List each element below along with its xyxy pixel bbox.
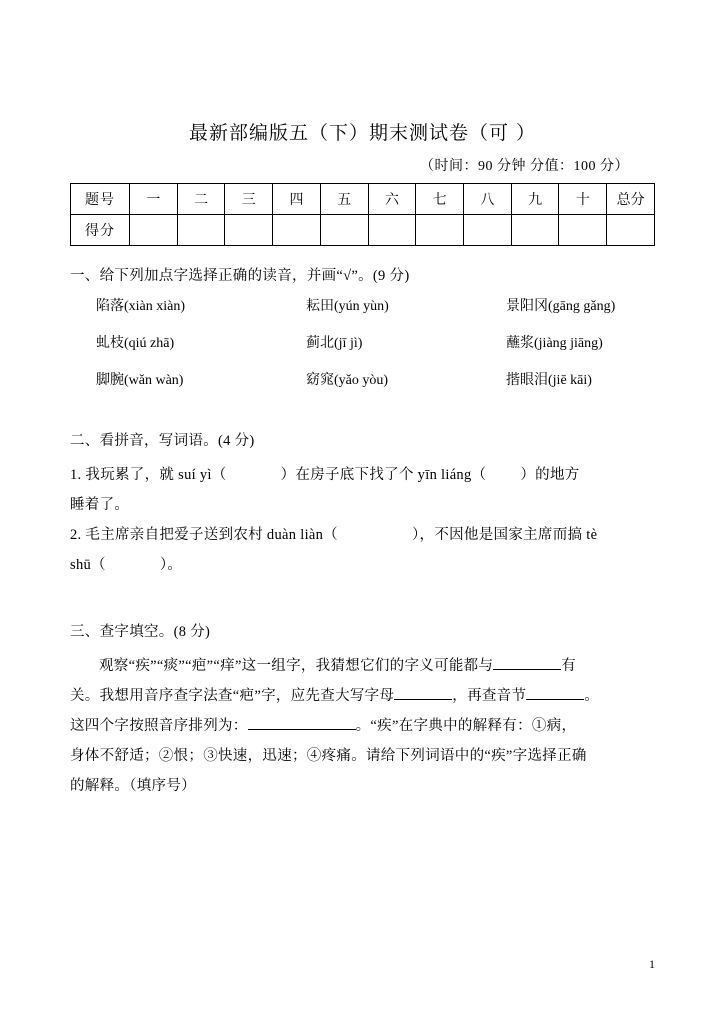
score-table-header-cell: 九 <box>511 184 559 215</box>
answer-blank[interactable] <box>248 716 356 730</box>
section-three-paragraph-1 <box>70 651 655 681</box>
score-cell[interactable] <box>273 215 321 246</box>
section-one-heading: 一、给下列加点字选择正确的读音，并画“√”。(9 分) <box>70 268 410 284</box>
score-table-header-cell: 一 <box>130 184 178 215</box>
section-two-heading: 二、看拼音，写词语。(4 分) <box>70 433 255 449</box>
score-cell[interactable] <box>225 215 273 246</box>
table-row <box>71 215 655 246</box>
score-table-header-cell: 总分 <box>607 184 655 215</box>
section-one <box>70 264 655 389</box>
list-item[interactable]: 耘田(yún yùn) <box>306 299 389 314</box>
score-table-header-cell: 六 <box>368 184 416 215</box>
q1-text-a: 1. 我玩累了，就 suí yì（ <box>70 467 227 483</box>
answer-blank[interactable] <box>394 686 452 700</box>
q1-text-c: ）的地方 <box>520 467 580 483</box>
page-number: 1 <box>649 957 655 971</box>
section-three <box>70 620 655 801</box>
q2-text-d: ）。 <box>159 557 183 573</box>
score-cell[interactable] <box>320 215 368 246</box>
list-item[interactable]: 蘸浆(jiàng jiāng) <box>506 336 603 351</box>
section-two-question-2-cont <box>70 550 655 580</box>
p3-text-b: 。“疾”在字典中的解释有：①病， <box>355 718 577 734</box>
p2-text-a: 关。我想用音序查字法查“疤”字，应先查大写字母 <box>70 688 395 704</box>
p3-text-a: 这四个字按照音序排列为： <box>70 718 248 734</box>
q2-text-b: ），不因他是国家主席而搞 tè <box>411 527 598 543</box>
q2-text-a: 2. 毛主席亲自把爱子送到农村 duàn liàn（ <box>70 527 338 543</box>
list-item[interactable]: 脚腕(wǎn wàn) <box>96 373 184 388</box>
list-item[interactable]: 窈窕(yǎo yòu) <box>306 373 389 388</box>
page-title: 最新部编版五（下）期末测试卷（可 ） <box>188 122 537 144</box>
score-table-header-cell: 四 <box>273 184 321 215</box>
score-cell[interactable] <box>416 215 464 246</box>
score-table-row-label: 得分 <box>71 215 130 246</box>
p2-text-b: ，再查音节 <box>452 688 527 704</box>
table-row <box>71 184 655 215</box>
score-table-header-cell: 八 <box>464 184 512 215</box>
section-three-heading: 三、查字填空。(8 分) <box>70 624 211 640</box>
section-two <box>70 429 655 580</box>
section-three-paragraph-5: 的解释。（填序号） <box>70 778 196 794</box>
score-table-row-label: 题号 <box>71 184 130 215</box>
score-cell[interactable] <box>511 215 559 246</box>
score-cell[interactable] <box>559 215 607 246</box>
document-content <box>70 118 655 801</box>
p1-text-a: 观察“疾”“痰”“疤”“痒”这一组字，我猜想它们的字义可能都与 <box>99 658 494 674</box>
answer-blank[interactable] <box>493 656 561 670</box>
section-two-question-1-cont: 睡着了。 <box>70 497 130 513</box>
pinyin-choice-grid <box>96 295 655 389</box>
score-cell[interactable] <box>368 215 416 246</box>
p2-text-c: 。 <box>584 688 600 704</box>
section-three-paragraph-2 <box>70 681 655 711</box>
section-two-question-2 <box>70 520 655 550</box>
score-cell[interactable] <box>464 215 512 246</box>
q2-text-c: shū（ <box>70 557 106 573</box>
score-table-header-cell: 七 <box>416 184 464 215</box>
list-item[interactable]: 揩眼泪(jiē kāi) <box>506 373 592 388</box>
list-item[interactable]: 蓟北(jī jì) <box>306 336 363 351</box>
list-item[interactable]: 景阳冈(gāng gǎng) <box>506 299 616 314</box>
score-table-header-cell: 三 <box>225 184 273 215</box>
score-table-header-cell: 五 <box>320 184 368 215</box>
list-item[interactable]: 虬枝(qiú zhā) <box>96 336 175 351</box>
q1-text-b: ）在房子底下找了个 yīn liáng（ <box>280 467 487 483</box>
answer-blank[interactable] <box>526 686 584 700</box>
score-cell[interactable] <box>130 215 178 246</box>
section-three-paragraph-3 <box>70 711 655 741</box>
score-table-header-cell: 十 <box>559 184 607 215</box>
section-three-paragraph-4: 身体不舒适；②恨；③快速，迅速；④疼痛。请给下列词语中的“疾”字选择正确 <box>70 748 587 764</box>
score-cell[interactable] <box>607 215 655 246</box>
section-two-question-1 <box>70 460 655 490</box>
score-table-header-cell: 二 <box>177 184 225 215</box>
list-item[interactable]: 陷落(xiàn xiàn) <box>96 299 186 314</box>
p1-text-b: 有 <box>561 658 577 674</box>
exam-meta: （时间：90 分钟 分值：100 分） <box>420 159 629 174</box>
score-table <box>70 183 655 246</box>
score-cell[interactable] <box>177 215 225 246</box>
